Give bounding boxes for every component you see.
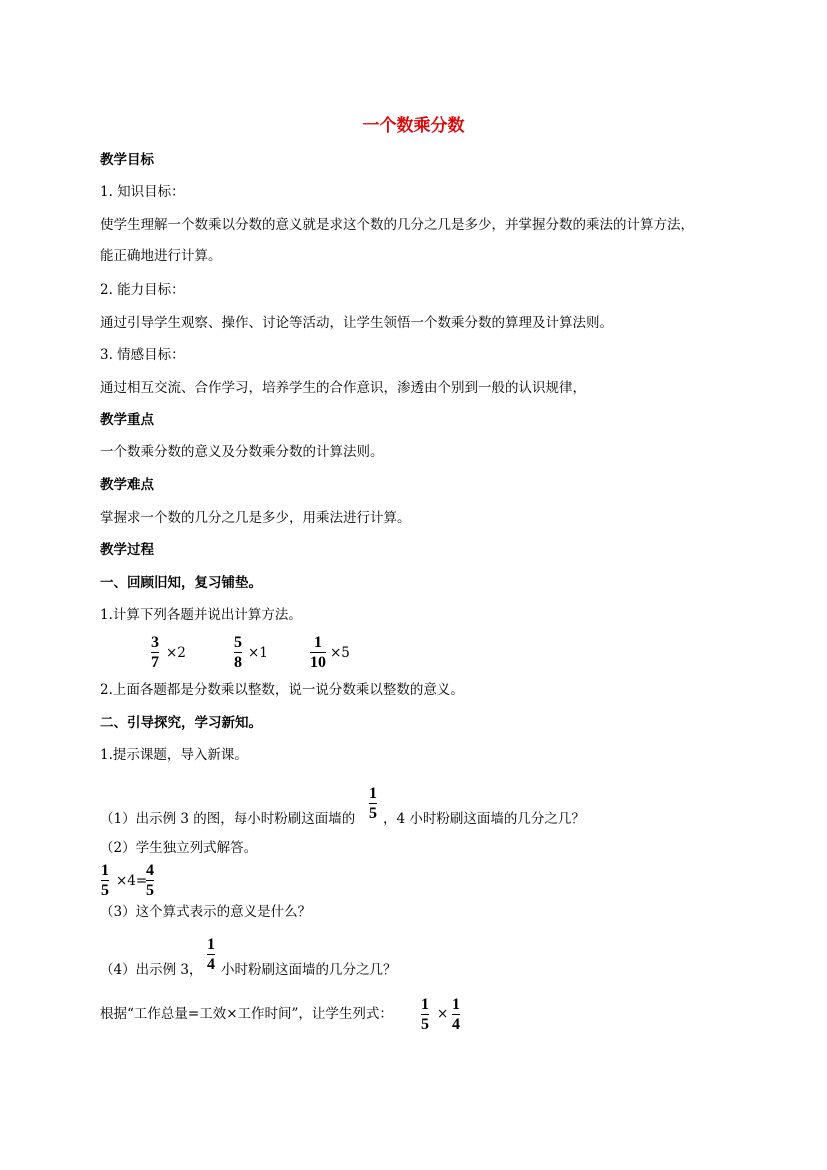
denominator: 4: [207, 956, 215, 973]
exercise-2-operator: ×1: [248, 645, 268, 661]
section-heading-difficulty: 教学难点: [100, 477, 154, 493]
goal-1-heading: 1. 知识目标：: [100, 184, 185, 200]
question-4-continuation: 小时粉刷这面墙的几分之几？: [221, 962, 397, 978]
fraction-bar: [452, 1014, 460, 1015]
fraction-bar: [146, 880, 154, 881]
denominator: 4: [452, 1016, 460, 1033]
question-1-fraction: [369, 785, 377, 822]
question-2-text: （2）学生独立列式解答。: [100, 840, 258, 856]
section-heading-key: 教学重点: [100, 412, 154, 428]
equation-operator: ×4=: [116, 873, 148, 889]
numerator: 5: [234, 634, 242, 651]
numerator: 1: [207, 936, 215, 953]
numerator: 1: [314, 634, 322, 651]
formula-operator: ×: [437, 1006, 449, 1022]
goal-2-line: 通过引导学生观察、操作、讨论等活动，让学生领悟一个数乘分数的算理及计算法则。: [100, 315, 613, 331]
denominator: 5: [101, 882, 109, 899]
question-1-text: （1）出示例 3 的图，每小时粉刷这面墙的: [100, 811, 356, 827]
denominator: 5: [421, 1016, 429, 1033]
equation-fraction-a: [101, 862, 109, 899]
question-4-text: （4）出示例 3，: [100, 962, 203, 978]
numerator: 4: [146, 862, 154, 879]
exercise-3-operator: ×5: [330, 645, 350, 661]
fraction-bar: [101, 880, 109, 881]
part-2-item-1: 1.提示课题，导入新课。: [100, 747, 248, 763]
exercise-3-fraction: [310, 634, 326, 671]
part-2-heading: 二、引导探究，学习新知。: [100, 715, 262, 731]
denominator: 10: [310, 654, 326, 671]
formula-instruction-text: 根据“工作总量=工效×工作时间”，让学生列式：: [100, 1006, 393, 1022]
key-text: 一个数乘分数的意义及分数乘分数的计算法则。: [100, 444, 384, 460]
section-heading-process: 教学过程: [100, 542, 154, 558]
section-heading-goals: 教学目标: [100, 152, 154, 168]
fraction-bar: [310, 652, 326, 653]
numerator: 1: [101, 862, 109, 879]
formula-fraction-b: [452, 996, 460, 1033]
goal-1-line-1: 使学生理解一个数乘以分数的意义就是求这个数的几分之几是多少，并掌握分数的乘法的计算方法，: [100, 217, 694, 233]
page-title: 一个数乘分数: [362, 116, 465, 136]
goal-2-heading: 2. 能力目标：: [100, 282, 185, 298]
goal-3-heading: 3. 情感目标：: [100, 347, 185, 363]
question-3-text: （3）这个算式表示的意义是什么？: [100, 904, 312, 920]
fraction-bar: [207, 954, 215, 955]
exercise-1-fraction: [151, 634, 159, 671]
denominator: 5: [369, 805, 377, 822]
fraction-bar: [234, 652, 242, 653]
denominator: 8: [234, 654, 242, 671]
denominator: 7: [151, 654, 159, 671]
question-1-continuation: ，4 小时粉刷这面墙的几分之几？: [383, 811, 585, 827]
exercise-1-operator: ×2: [166, 645, 186, 661]
part-1-item-1: 1.计算下列各题并说出计算方法。: [100, 607, 302, 623]
part-1-heading: 一、回顾旧知，复习铺垫。: [100, 575, 262, 591]
equation-fraction-b: [146, 862, 154, 899]
goal-1-line-2: 能正确地进行计算。: [100, 248, 222, 264]
question-4-fraction: [207, 936, 215, 973]
part-1-item-2: 2.上面各题都是分数乘以整数，说一说分数乘以整数的意义。: [100, 682, 464, 698]
exercise-2-fraction: [234, 634, 242, 671]
numerator: 1: [369, 785, 377, 802]
denominator: 5: [146, 882, 154, 899]
goal-3-line: 通过相互交流、合作学习，培养学生的合作意识，渗透由个别到一般的认识规律，: [100, 380, 586, 396]
numerator: 3: [151, 634, 159, 651]
numerator: 1: [421, 996, 429, 1013]
formula-fraction-a: [421, 996, 429, 1033]
fraction-bar: [369, 803, 377, 804]
fraction-bar: [151, 652, 159, 653]
fraction-bar: [421, 1014, 429, 1015]
numerator: 1: [452, 996, 460, 1013]
difficulty-text: 掌握求一个数的几分之几是多少，用乘法进行计算。: [100, 510, 411, 526]
